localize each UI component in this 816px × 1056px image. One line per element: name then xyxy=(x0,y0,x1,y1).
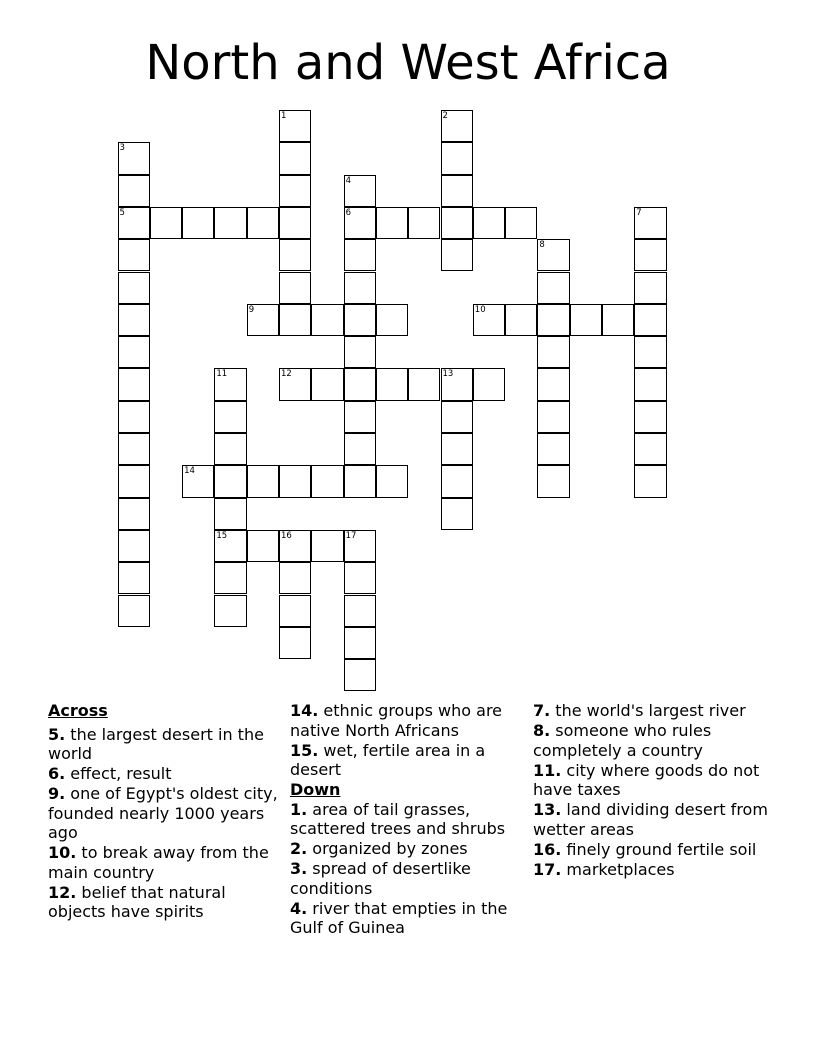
grid-cell[interactable] xyxy=(537,239,569,271)
grid-cell[interactable] xyxy=(118,304,150,336)
grid-cell[interactable] xyxy=(441,239,473,271)
grid-cell[interactable] xyxy=(214,562,246,594)
grid-cell[interactable] xyxy=(279,142,311,174)
clue-number: 17. xyxy=(533,859,562,879)
grid-cell[interactable] xyxy=(214,465,246,497)
clue-text: river that empties in the Gulf of Guinea xyxy=(290,898,508,937)
clue-number: 7 xyxy=(636,207,642,218)
grid-cell[interactable] xyxy=(505,207,537,239)
clue-text: belief that natural objects have spirits xyxy=(48,882,226,921)
clue-number: 3. xyxy=(290,859,308,878)
grid-cell[interactable] xyxy=(214,401,246,433)
grid-cell[interactable] xyxy=(344,659,376,691)
clue-text: someone who rules completely a country xyxy=(533,721,712,760)
clue-number: 7. xyxy=(533,701,551,720)
clue-text: land dividing desert from wetter areas xyxy=(533,800,768,839)
grid-cell[interactable] xyxy=(344,465,376,497)
grid-cell[interactable] xyxy=(441,401,473,433)
grid-cell[interactable] xyxy=(441,433,473,465)
clue-text: wet, fertile area in a desert xyxy=(290,740,486,779)
clue-number: 4. xyxy=(290,898,308,918)
grid-cell[interactable] xyxy=(376,304,408,336)
clue-text: spread of desertlike conditions xyxy=(290,859,471,898)
clue-number: 10 xyxy=(474,304,486,315)
clue-across xyxy=(48,725,280,764)
grid-cell[interactable] xyxy=(182,207,214,239)
clue-number: 6 xyxy=(345,207,352,218)
grid-cell[interactable] xyxy=(376,368,408,400)
grid-cell[interactable] xyxy=(118,368,150,400)
grid-cell[interactable] xyxy=(537,368,569,400)
clue-number: 16. xyxy=(533,839,562,859)
grid-cell[interactable] xyxy=(118,207,150,239)
clue-number: 5. xyxy=(48,724,66,744)
clue-number: 11 xyxy=(216,369,228,380)
clue-number: 6. xyxy=(48,764,66,783)
clue-across xyxy=(48,784,280,843)
grid-cell[interactable] xyxy=(118,433,150,465)
clue-down xyxy=(533,721,778,760)
clue-across xyxy=(290,701,530,740)
grid-cell[interactable] xyxy=(214,530,246,562)
grid-cell[interactable] xyxy=(344,562,376,594)
grid-cell[interactable] xyxy=(279,110,311,142)
grid-cell[interactable] xyxy=(441,465,473,497)
grid-cell[interactable] xyxy=(279,368,311,400)
grid-cell[interactable] xyxy=(634,368,666,400)
grid-cell[interactable] xyxy=(214,595,246,627)
grid-cell[interactable] xyxy=(311,304,343,336)
clue-across xyxy=(48,764,280,784)
grid-cell[interactable] xyxy=(634,207,666,239)
clue-number: 13 xyxy=(442,369,454,380)
grid-cell[interactable] xyxy=(118,175,150,207)
grid-cell[interactable] xyxy=(376,207,408,239)
grid-cell[interactable] xyxy=(279,239,311,271)
clue-text: the world's largest river xyxy=(550,701,746,720)
clue-number: 2. xyxy=(290,839,308,858)
clue-number: 1 xyxy=(281,111,287,121)
clue-down xyxy=(533,840,778,860)
grid-cell[interactable] xyxy=(214,498,246,530)
clue-across xyxy=(48,843,280,882)
clue-number: 3 xyxy=(119,143,125,154)
grid-cell[interactable] xyxy=(344,207,376,239)
clue-text: effect, result xyxy=(65,764,172,783)
grid-cell[interactable] xyxy=(344,595,376,627)
clues-column-1 xyxy=(48,701,280,922)
grid-cell[interactable] xyxy=(537,272,569,304)
clue-text: organized by zones xyxy=(307,839,468,858)
grid-cell[interactable] xyxy=(634,401,666,433)
clue-down xyxy=(290,839,530,859)
grid-cell[interactable] xyxy=(634,272,666,304)
clue-number: 15. xyxy=(290,740,319,760)
grid-cell[interactable] xyxy=(118,465,150,497)
grid-cell[interactable] xyxy=(214,207,246,239)
grid-cell[interactable] xyxy=(150,207,182,239)
grid-cell[interactable] xyxy=(344,530,376,562)
grid-cell[interactable] xyxy=(247,207,279,239)
clue-down xyxy=(533,761,778,800)
grid-cell[interactable] xyxy=(279,595,311,627)
clue-number: 14. xyxy=(290,701,319,720)
grid-cell[interactable] xyxy=(279,465,311,497)
grid-cell[interactable] xyxy=(634,239,666,271)
grid-cell[interactable] xyxy=(344,239,376,271)
grid-cell[interactable] xyxy=(473,207,505,239)
clue-text: to break away from the main country xyxy=(48,843,269,882)
grid-cell[interactable] xyxy=(344,401,376,433)
grid-cell[interactable] xyxy=(214,433,246,465)
clue-number: 8. xyxy=(533,721,551,740)
clue-text: marketplaces xyxy=(561,859,675,879)
grid-cell[interactable] xyxy=(473,304,505,336)
grid-cell[interactable] xyxy=(344,433,376,465)
grid-cell[interactable] xyxy=(441,175,473,207)
grid-cell[interactable] xyxy=(441,207,473,239)
grid-cell[interactable] xyxy=(279,627,311,659)
grid-cell[interactable] xyxy=(344,304,376,336)
across-heading: Across xyxy=(48,701,108,720)
grid-cell[interactable] xyxy=(118,530,150,562)
grid-cell[interactable] xyxy=(279,175,311,207)
grid-cell[interactable] xyxy=(537,433,569,465)
grid-cell[interactable] xyxy=(311,465,343,497)
grid-cell[interactable] xyxy=(182,465,214,497)
clue-number: 11. xyxy=(533,760,562,780)
grid-cell[interactable] xyxy=(441,142,473,174)
grid-cell[interactable] xyxy=(570,304,602,336)
grid-cell[interactable] xyxy=(408,368,440,400)
grid-cell[interactable] xyxy=(279,272,311,304)
grid-cell[interactable] xyxy=(634,304,666,336)
clue-text: one of Egypt's oldest city, founded nearly 1000 years ago xyxy=(48,784,278,842)
clue-number: 17 xyxy=(345,530,357,541)
grid-cell[interactable] xyxy=(344,272,376,304)
clue-number: 16 xyxy=(281,530,292,541)
grid-cell[interactable] xyxy=(344,175,376,207)
grid-cell[interactable] xyxy=(118,239,150,271)
clue-number: 9 xyxy=(248,304,255,315)
grid-cell[interactable] xyxy=(279,304,311,336)
clue-number: 9. xyxy=(48,784,66,803)
clue-across xyxy=(290,741,530,780)
grid-cell[interactable] xyxy=(118,498,150,530)
clue-down xyxy=(290,899,530,938)
clue-text: the largest desert in the world xyxy=(48,724,264,763)
clue-number: 12 xyxy=(281,369,292,380)
down-heading: Down xyxy=(290,780,341,799)
clue-number: 12. xyxy=(48,882,77,902)
clue-number: 1. xyxy=(290,799,308,819)
grid-cell[interactable] xyxy=(441,368,473,400)
grid-cell[interactable] xyxy=(118,595,150,627)
clues-column-2 xyxy=(290,701,530,938)
clue-text: area of tail grasses, scattered trees and shrubs xyxy=(290,799,506,838)
grid-cell[interactable] xyxy=(537,304,569,336)
grid-cell[interactable] xyxy=(118,336,150,368)
grid-cell[interactable] xyxy=(279,530,311,562)
clue-number: 8 xyxy=(539,240,545,251)
clue-number: 14 xyxy=(184,466,195,477)
clue-across xyxy=(48,883,280,922)
grid-cell[interactable] xyxy=(537,336,569,368)
grid-cell[interactable] xyxy=(344,336,376,368)
grid-cell[interactable] xyxy=(441,498,473,530)
clue-down xyxy=(533,800,778,839)
clue-number: 5 xyxy=(119,207,125,218)
grid-cell[interactable] xyxy=(441,110,473,142)
clue-number: 4 xyxy=(345,175,352,186)
grid-cell[interactable] xyxy=(247,304,279,336)
grid-cell[interactable] xyxy=(344,627,376,659)
grid-cell[interactable] xyxy=(408,207,440,239)
grid-cell[interactable] xyxy=(118,562,150,594)
grid-cell[interactable] xyxy=(602,304,634,336)
clue-text: city where goods do not have taxes xyxy=(533,760,760,799)
grid-cell[interactable] xyxy=(537,401,569,433)
grid-cell[interactable] xyxy=(279,562,311,594)
grid-cell[interactable] xyxy=(344,368,376,400)
clues-column-3 xyxy=(533,701,778,880)
grid-cell[interactable] xyxy=(214,368,246,400)
clue-down xyxy=(533,701,778,721)
clue-number: 2 xyxy=(442,111,448,121)
grid-cell[interactable] xyxy=(634,433,666,465)
grid-cell[interactable] xyxy=(537,465,569,497)
grid-cell[interactable] xyxy=(634,465,666,497)
clue-number: 13. xyxy=(533,800,562,819)
clue-text: ethnic groups who are native North Africans xyxy=(290,701,503,740)
clue-number: 15 xyxy=(216,530,228,541)
page-title: North and West Africa xyxy=(145,35,671,91)
clue-text: finely ground fertile soil xyxy=(561,839,757,859)
clue-number: 10. xyxy=(48,843,77,862)
grid-cell[interactable] xyxy=(118,401,150,433)
grid-cell[interactable] xyxy=(311,530,343,562)
grid-cell[interactable] xyxy=(247,465,279,497)
clue-down xyxy=(290,800,530,839)
grid-cell[interactable] xyxy=(279,207,311,239)
grid-cell[interactable] xyxy=(311,368,343,400)
grid-cell[interactable] xyxy=(118,272,150,304)
grid-cell[interactable] xyxy=(634,336,666,368)
grid-cell[interactable] xyxy=(247,530,279,562)
grid-cell[interactable] xyxy=(118,142,150,174)
grid-cell[interactable] xyxy=(473,368,505,400)
clue-down xyxy=(290,859,530,898)
grid-cell[interactable] xyxy=(505,304,537,336)
clue-down xyxy=(533,860,778,880)
grid-cell[interactable] xyxy=(376,465,408,497)
